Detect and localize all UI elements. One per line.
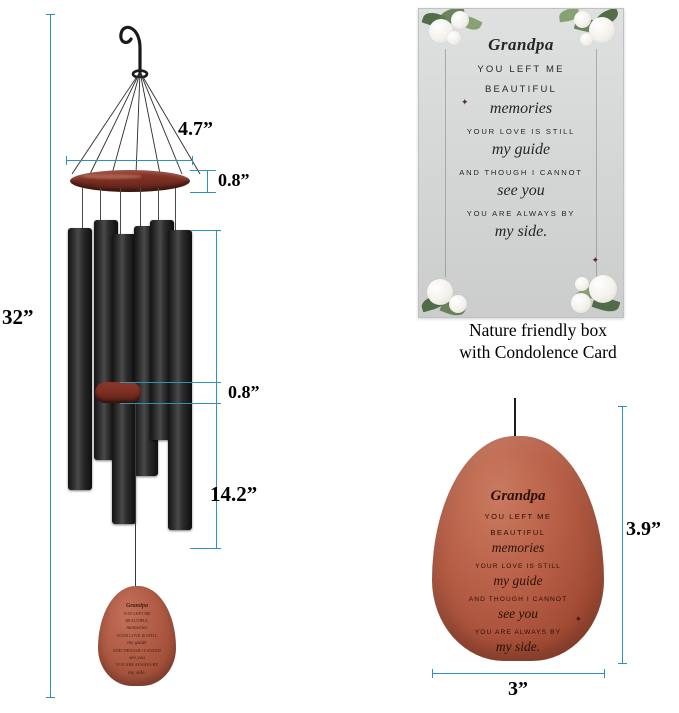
card-line-5: my guide <box>491 141 551 158</box>
dim-tick <box>618 663 627 664</box>
caption-line-1: Nature friendly box <box>468 320 607 340</box>
sail-line-4: YOUR LOVE IS STILL <box>475 563 561 570</box>
flower-decoration <box>574 11 591 28</box>
flower-decoration <box>451 11 469 29</box>
dim-tick <box>212 230 221 231</box>
chime-tube <box>112 234 136 524</box>
dim-tick <box>46 14 55 15</box>
sail-line-8: YOU ARE ALWAYS BY <box>474 629 562 636</box>
card-line-7: see you <box>497 182 545 199</box>
dim-sail-height-label: 3.9” <box>626 518 661 540</box>
sail-cord <box>514 398 516 438</box>
dim-tick <box>604 669 605 678</box>
dim-tick <box>46 697 55 698</box>
card-line-6: AND THOUGH I CANNOT <box>459 168 583 177</box>
dim-disc-width-label: 4.7” <box>178 118 213 140</box>
chime-tube <box>68 228 92 490</box>
dim-leader <box>190 192 216 193</box>
dim-clapper-leader <box>120 403 216 404</box>
butterfly-icon: ✦ <box>461 97 469 107</box>
card-line-8: YOU ARE ALWAYS BY <box>466 209 576 218</box>
card-engraving-text <box>437 35 605 241</box>
sail-line-3: memories <box>491 540 545 555</box>
dim-tick <box>192 156 193 165</box>
dim-tick <box>212 548 221 549</box>
dim-sail-width-line <box>432 673 604 674</box>
sail-engraving-small: Grandpa YOU LEFT ME BEAUTIFUL memories YOUR LOVE IS STILL my guide AND THOUGH I CANNOT see you YOU ARE ALWAYS BY my side. <box>112 603 162 676</box>
tube-wire <box>175 188 176 230</box>
caption-line-2: with Condolence Card <box>459 341 617 362</box>
dim-disc-thickness-line <box>207 170 208 193</box>
flower-decoration <box>589 275 617 303</box>
sail-line-1: YOU LEFT ME <box>484 512 552 521</box>
dim-clapper-leader <box>120 382 216 383</box>
card-line-2: BEAUTIFUL <box>484 84 558 95</box>
sail-engraving-large <box>450 488 586 655</box>
tube-wire <box>82 188 83 228</box>
condolence-card <box>418 8 624 318</box>
dim-leader <box>190 170 216 171</box>
chime-tube <box>168 230 192 530</box>
dim-disc-thickness-label: 0.8” <box>218 170 250 190</box>
sail-line-9: my side. <box>495 639 541 654</box>
wood-clapper <box>95 382 141 403</box>
tube-wire <box>100 188 101 220</box>
sail-line-2: BEAUTIFUL <box>490 528 546 537</box>
dim-sail-height-line <box>622 406 623 664</box>
flower-decoration <box>449 295 467 313</box>
sail-line-5: my guide <box>493 573 543 588</box>
top-wood-disc <box>70 170 190 192</box>
sail-line-7: see you <box>497 606 539 621</box>
card-face <box>418 8 624 318</box>
flower-decoration <box>575 277 589 291</box>
top-disc-highlight <box>82 174 142 179</box>
tube-wire <box>120 188 121 234</box>
tube-wire <box>140 188 141 226</box>
wind-sail-large <box>432 436 604 661</box>
card-line-9: my side. <box>494 223 548 240</box>
dim-tube-length-label: 14.2” <box>210 482 258 506</box>
sail-cord <box>135 403 136 588</box>
butterfly-icon: ✦ <box>591 255 599 265</box>
card-line-4: YOUR LOVE IS STILL <box>466 127 576 136</box>
card-line-1: YOU LEFT ME <box>477 64 565 75</box>
dim-total-height-line <box>50 14 51 698</box>
dim-tick <box>432 669 433 678</box>
tube-wire <box>158 188 159 220</box>
box-caption <box>418 320 658 364</box>
sail-name: Grandpa <box>490 488 546 504</box>
dim-tick <box>66 156 67 165</box>
dim-disc-width-line <box>66 160 192 161</box>
dim-sail-width-label: 3” <box>508 678 528 700</box>
sail-line-6: AND THOUGH I CANNOT <box>468 596 568 603</box>
wind-sail-detail <box>420 398 660 698</box>
wind-sail-small <box>98 586 176 686</box>
dim-total-height-label: 32” <box>2 305 34 329</box>
flower-decoration <box>571 293 591 313</box>
card-line-3: memories <box>489 100 553 117</box>
dim-tick <box>618 406 627 407</box>
card-name: Grandpa <box>488 35 554 54</box>
dim-clapper-thickness-label: 0.8” <box>228 382 260 402</box>
butterfly-icon: ✦ <box>574 614 582 624</box>
